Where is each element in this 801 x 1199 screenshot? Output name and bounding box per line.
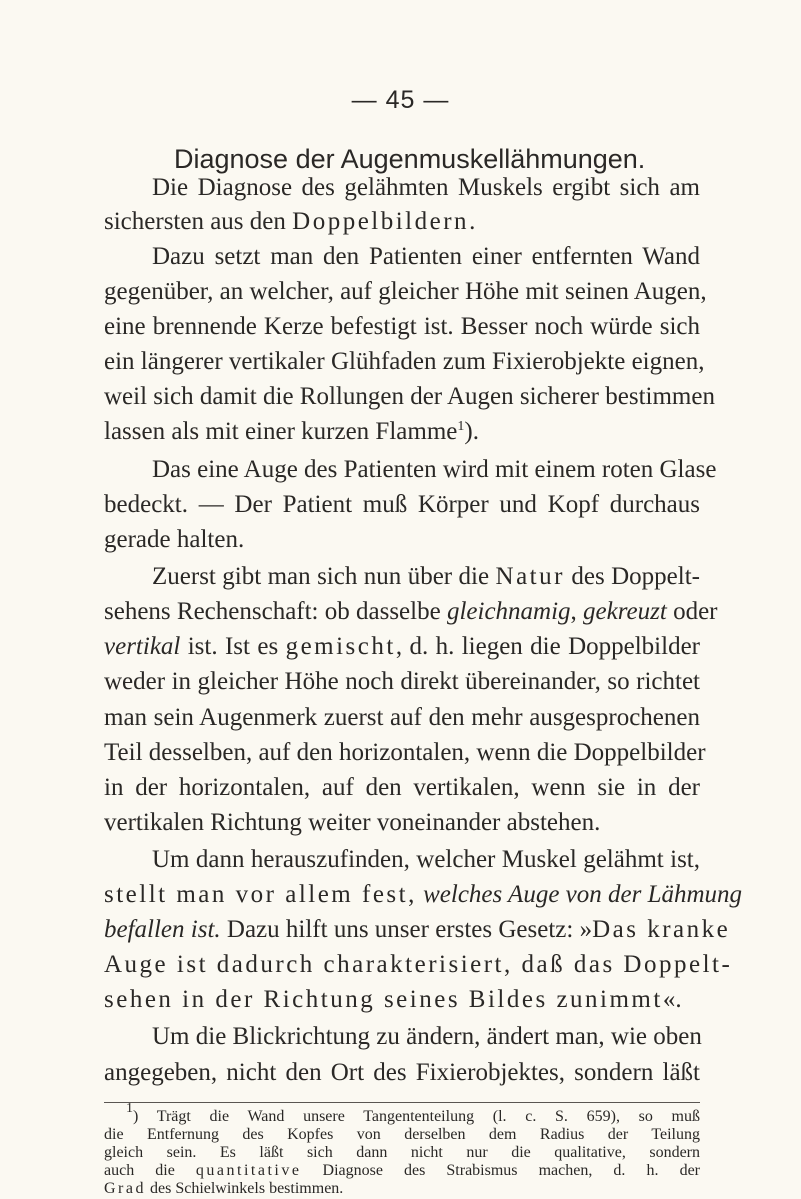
text-run: sehens Rechenschaft: ob dasselbe: [104, 598, 447, 625]
spaced-emphasis: stellt man vor allem fest,: [104, 881, 417, 908]
text-run: , d. h. liegen die Doppelbilder: [395, 633, 700, 660]
section-heading: Diagnose der Augenmuskellähmungen.: [174, 144, 646, 174]
italic-term: vertikal: [104, 633, 181, 660]
spaced-emphasis: Auge ist dadurch charakterisiert, daß das Doppelt-: [104, 951, 733, 978]
text-run: Zuerst gibt man sich nun über die: [152, 563, 496, 590]
text-run: sichersten aus den: [104, 208, 293, 235]
paragraph-2-line-1: Dazu setzt man den Patienten einer entfernten Wand: [152, 243, 700, 270]
paragraph-4-line-1: [152, 562, 700, 592]
text-run: lassen als mit einer kurzen Flamme: [104, 418, 458, 445]
paragraph-2-line-4: ein längerer vertikaler Glühfaden zum Fixierobjekte eignen,: [104, 348, 705, 375]
footnote-line-5: [104, 1180, 700, 1198]
italic-phrase: befallen ist.: [104, 916, 221, 943]
spaced-emphasis: Doppelbildern: [292, 208, 470, 235]
text-run: oder: [666, 598, 718, 625]
text-run: Diagnose des Strabismus machen, d. h. der: [301, 1162, 701, 1179]
paragraph-2-line-6: [104, 417, 700, 447]
paragraph-5-line-3: [104, 915, 731, 945]
text-run: des Schielwinkels bestimmen.: [145, 1180, 344, 1197]
italic-phrase: welches Auge von der Lähmung: [416, 881, 743, 908]
paragraph-4-line-6: Teil desselben, auf den horizontalen, wenn die Doppelbilder: [104, 739, 706, 766]
paragraph-5-line-5: [104, 985, 700, 1015]
text-run: .: [469, 208, 476, 235]
paragraph-3-line-1: Das eine Auge des Patienten wird mit einem roten Glase: [152, 456, 717, 483]
text-run: auch die: [104, 1162, 196, 1179]
spaced-emphasis: gemischt: [285, 633, 396, 660]
text-run: des Doppelt-: [564, 563, 700, 590]
paragraph-1-line-2: [104, 207, 700, 237]
footnote-reference: 1: [457, 419, 465, 434]
paragraph-1-line-1: Die Diagnose des gelähmten Muskels ergibt sich am: [152, 174, 700, 201]
paragraph-6-line-2: angegeben, nicht den Ort des Fixierobjektes, sondern läßt: [104, 1059, 700, 1086]
paragraph-4-line-4: weder in gleicher Höhe noch direkt übereinander, so richtet: [104, 668, 700, 695]
paragraph-5-line-1: Um dann herauszufinden, welcher Muskel gelähmt ist,: [152, 846, 700, 873]
paragraph-4-line-8: vertikalen Richtung weiter voneinander abstehen.: [104, 809, 601, 836]
paragraph-3-line-2: bedeckt. — Der Patient muß Körper und Kopf durchaus: [104, 491, 700, 518]
spaced-emphasis: Grad: [104, 1180, 146, 1197]
text-run: ,: [570, 598, 584, 625]
paragraph-2-line-3: eine brennende Kerze befestigt ist. Besser noch würde sich: [104, 313, 700, 340]
text-run: ist. Ist es: [180, 633, 286, 660]
footnote-marker: 1: [126, 1101, 133, 1116]
page-number: — 45 —: [351, 86, 450, 114]
paragraph-2-line-5: weil sich damit die Rollungen der Augen sicherer bestimmen: [104, 383, 715, 410]
footnote-line-3: gleich sein. Es läßt sich dann nicht nur die qualitative, sondern: [104, 1144, 700, 1161]
paragraph-6-line-1: Um die Blickrichtung zu ändern, ändert man, wie oben: [152, 1023, 702, 1050]
italic-term: gleichnamig: [446, 598, 571, 625]
text-run: «.: [662, 986, 682, 1013]
spaced-emphasis: Das kranke: [592, 916, 731, 943]
spaced-emphasis: sehen in der Richtung seines Bildes zunimmt: [104, 986, 663, 1013]
text-run: ).: [464, 418, 479, 445]
spaced-emphasis: Natur: [495, 563, 565, 590]
paragraph-4-line-5: man sein Augenmerk zuerst auf den mehr ausgesprochenen: [104, 704, 700, 731]
paragraph-3-line-3: gerade halten.: [104, 526, 245, 553]
paragraph-4-line-3: [104, 632, 700, 662]
footnote-line-2: die Entfernung des Kopfes von derselben dem Radius der Teilung: [104, 1126, 700, 1143]
paragraph-4-line-2: [104, 597, 718, 627]
paragraph-5-line-4: [104, 950, 733, 980]
paragraph-2-line-2: gegenüber, an welcher, auf gleicher Höhe mit seinen Augen,: [104, 278, 707, 305]
paragraph-4-line-7: in der horizontalen, auf den vertikalen, wenn sie in der: [104, 774, 700, 801]
footnote-divider: [104, 1102, 700, 1103]
footnote-line-1: [126, 1101, 700, 1126]
text-run: ) Trägt die Wand unsere Tangententeilung (l. c. S. 659), so muß: [133, 1108, 700, 1125]
spaced-emphasis: quantitative: [195, 1162, 302, 1179]
footnote-line-4: [104, 1162, 700, 1180]
paragraph-5-line-2: [104, 880, 743, 910]
italic-term: gekreuzt: [583, 598, 667, 625]
text-run: Dazu hilft uns unser erstes Gesetz: »: [220, 916, 593, 943]
